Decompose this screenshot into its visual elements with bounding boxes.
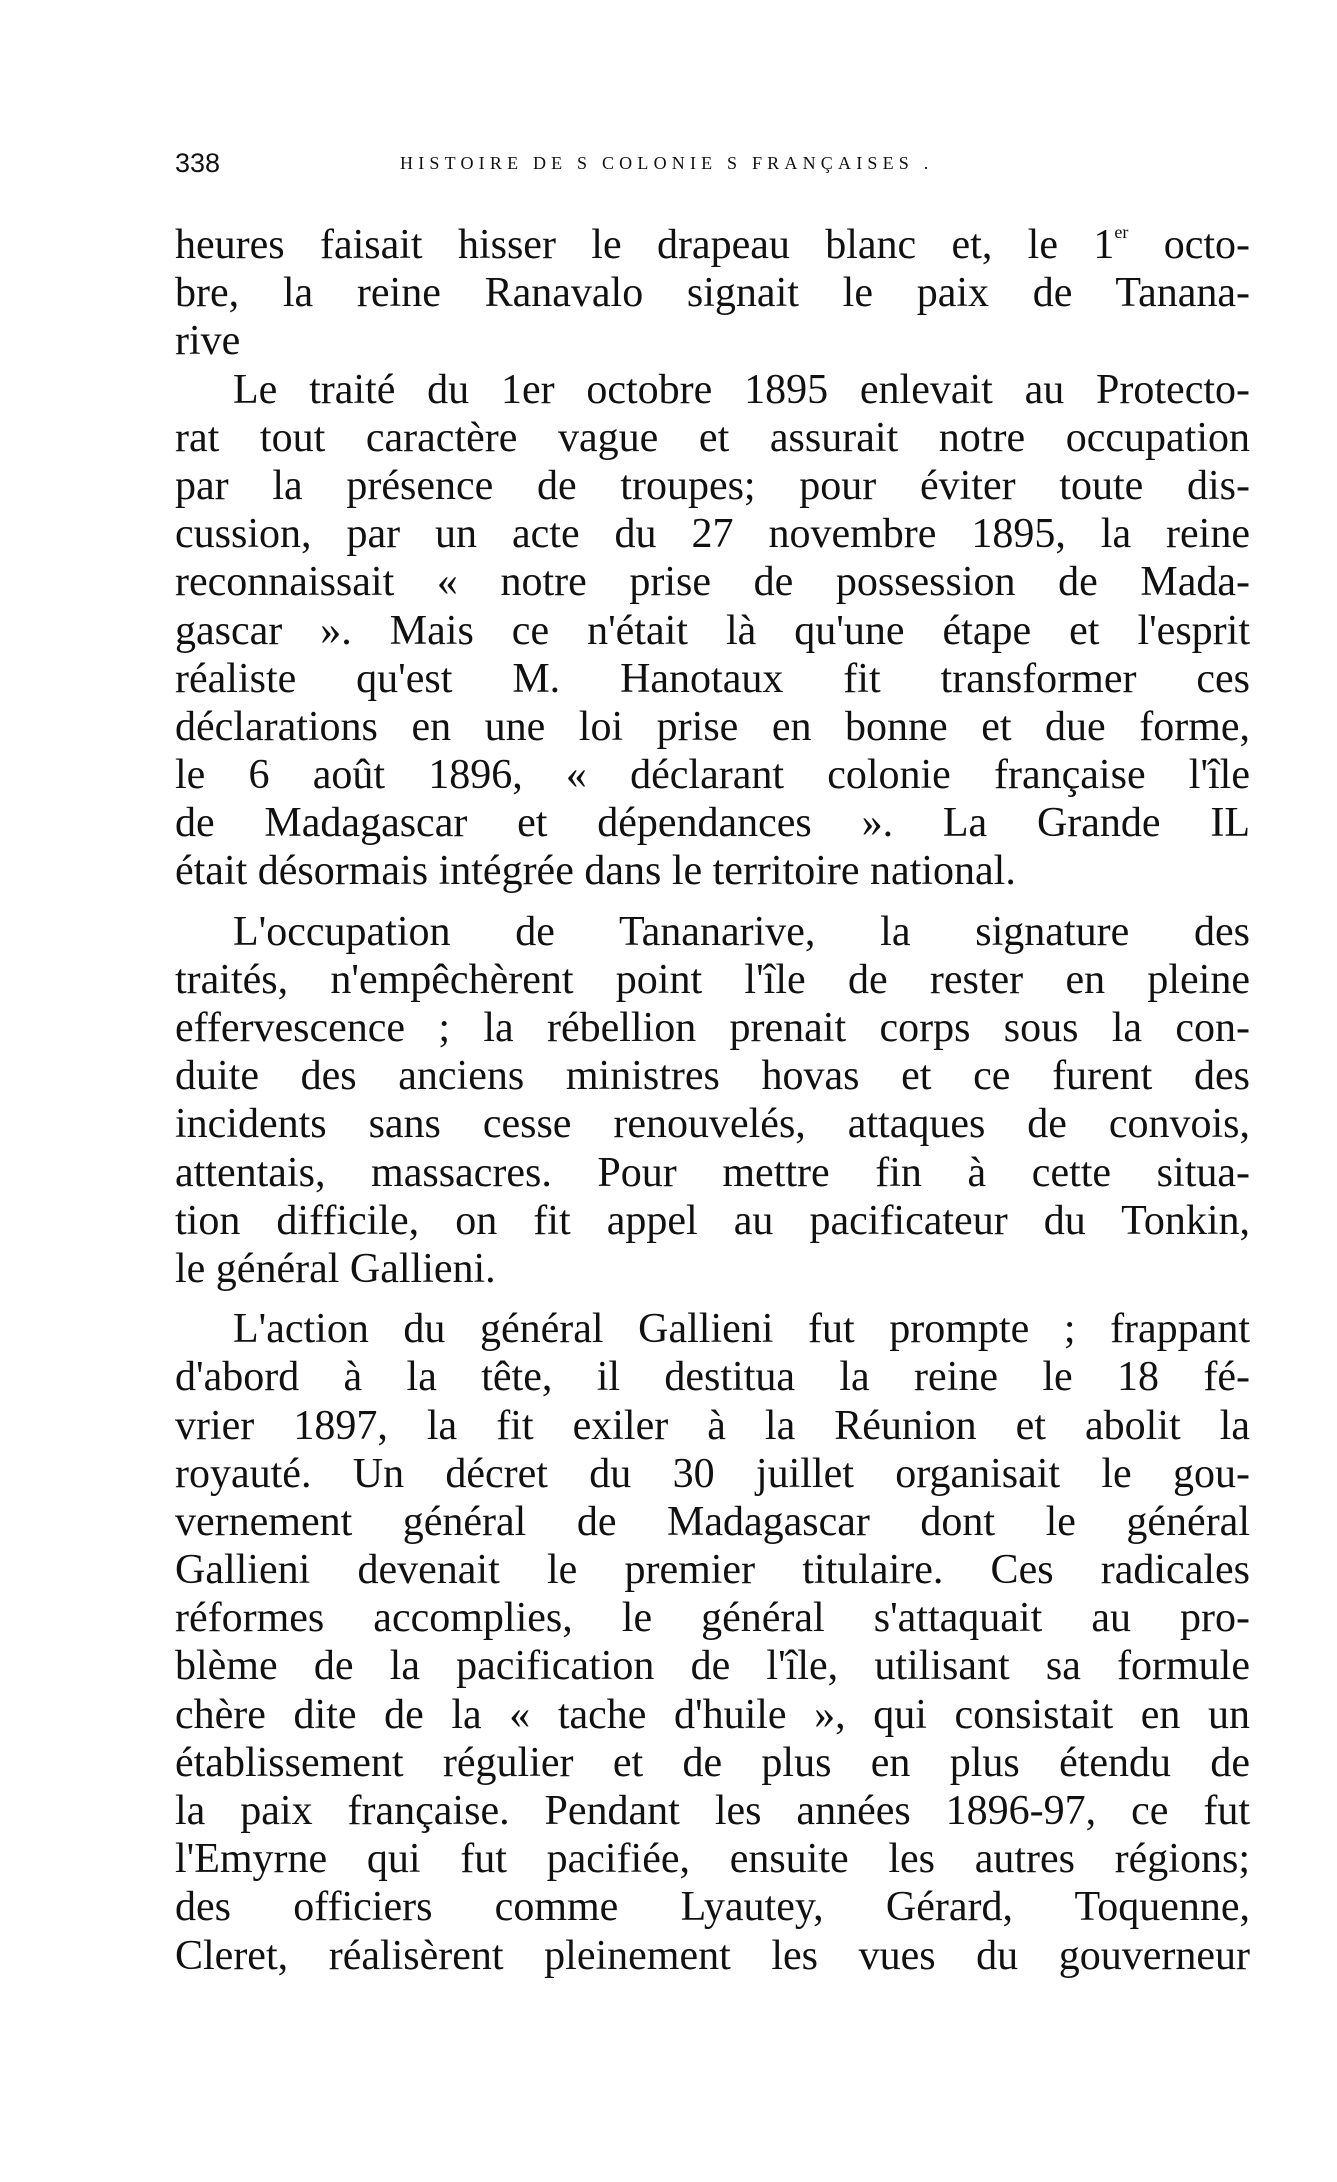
text-line: l'Emyrne qui fut pacifiée, ensuite les autres régions; — [175, 1836, 1250, 1883]
paragraph — [175, 908, 1250, 1294]
running-title: HISTOIRE DE S COLONIE S FRANÇAISES . — [400, 153, 934, 173]
text-line: chère dite de la « tache d'huile », qui consistait en un — [175, 1691, 1250, 1738]
text-line: traités, n'empêchèrent point l'île de rester en pleine — [175, 956, 1250, 1003]
text-line: duite des anciens ministres hovas et ce furent des — [175, 1053, 1250, 1100]
text-line: des officiers comme Lyautey, Gérard, Toquenne, — [175, 1884, 1250, 1931]
text-line: attentais, massacres. Pour mettre fin à cette situa- — [175, 1149, 1250, 1196]
text-line: L'occupation de Tananarive, la signature des — [233, 908, 1250, 955]
text-line: de Madagascar et dépendances ». La Grande IL — [175, 800, 1250, 847]
text-line: Gallieni devenait le premier titulaire. Ces radicales — [175, 1547, 1250, 1594]
text-line: réaliste qu'est M. Hanotaux fit transformer ces — [175, 655, 1250, 702]
text-line: heures faisait hisser le drapeau blanc et, le 1er octo- — [175, 222, 1250, 268]
text-line: reconnaissait « notre prise de possession de Mada- — [175, 559, 1250, 606]
text-line: rat tout caractère vague et assurait notre occupation — [175, 414, 1250, 461]
text-line: Cleret, réalisèrent pleinement les vues du gouverneur — [175, 1932, 1250, 1979]
paragraph — [175, 366, 1250, 896]
text-line: incidents sans cesse renouvelés, attaques de convois, — [175, 1101, 1250, 1148]
text-line: tion difficile, on fit appel au pacificateur du Tonkin, — [175, 1197, 1250, 1244]
page-number: 338 — [175, 148, 221, 178]
text-line: vrier 1897, la fit exiler à la Réunion et abolit la — [175, 1402, 1250, 1449]
text-line: L'action du général Gallieni fut prompte ; frappant — [233, 1306, 1250, 1353]
text-line: la paix française. Pendant les années 1896-97, ce fut — [175, 1788, 1250, 1834]
text-line: bre, la reine Ranavalo signait le paix de Tanana- — [175, 270, 1250, 317]
page-header — [175, 143, 1250, 183]
paragraph — [175, 221, 1250, 366]
text-line: rive — [175, 318, 241, 365]
text-line: gascar ». Mais ce n'était là qu'une étape et l'esprit — [175, 607, 1250, 654]
paragraph-gap — [175, 1293, 1250, 1305]
text-line: effervescence ; la rébellion prenait corps sous la con- — [175, 1005, 1250, 1051]
text-line: était désormais intégrée dans le territoire national. — [175, 848, 1016, 895]
text-line: réformes accomplies, le général s'attaquait au pro- — [175, 1595, 1250, 1642]
text-line: le 6 août 1896, « déclarant colonie française l'île — [175, 752, 1250, 799]
text-line: vernement général de Madagascar dont le général — [175, 1498, 1250, 1545]
text-line: blème de la pacification de l'île, utilisant sa formule — [175, 1643, 1250, 1690]
paragraph-gap — [175, 896, 1250, 908]
text-line: royauté. Un décret du 30 juillet organisait le gou- — [175, 1450, 1250, 1497]
text-line: par la présence de troupes; pour éviter toute dis- — [175, 462, 1250, 509]
text-line: le général Gallieni. — [175, 1245, 496, 1292]
paragraph — [175, 1305, 1250, 1980]
text-line: Le traité du 1er octobre 1895 enlevait au Protecto- — [233, 366, 1250, 413]
text-line: établissement régulier et de plus en plus étendu de — [175, 1739, 1250, 1786]
text-line: d'abord à la tête, il destitua la reine le 18 fé- — [175, 1354, 1250, 1401]
text-line: cussion, par un acte du 27 novembre 1895, la reine — [175, 511, 1250, 558]
body-text — [175, 221, 1250, 1980]
text-line: déclarations en une loi prise en bonne et due forme, — [175, 703, 1250, 750]
ordinal-superscript: er — [1114, 222, 1129, 242]
